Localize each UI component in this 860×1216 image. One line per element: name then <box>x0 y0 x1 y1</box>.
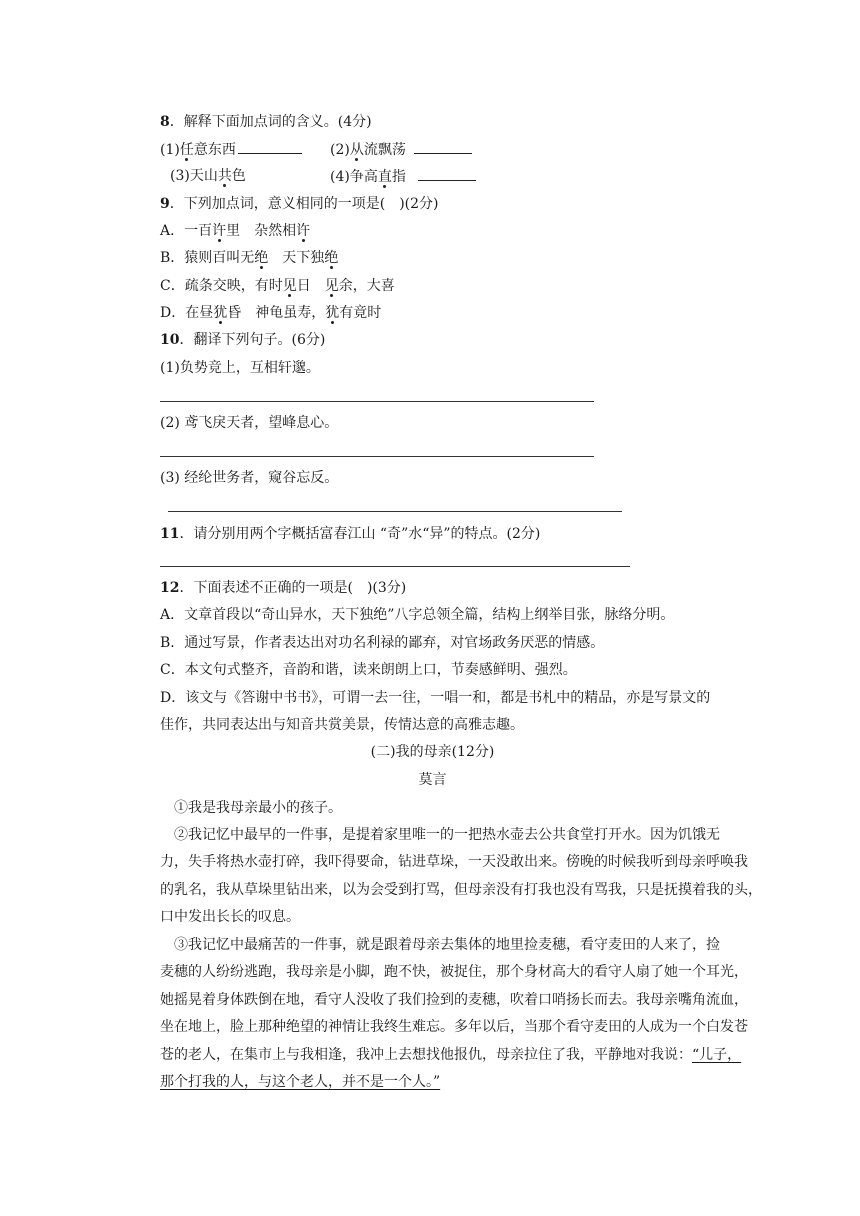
question-12-option-c: C．本文句式整齐，音韵和谐，读来朗朗上口，节奏感鲜明、强烈。 <box>160 662 577 678</box>
answer-line[interactable] <box>160 401 594 402</box>
question-8-item-2: (2)从流飘荡 <box>330 139 472 160</box>
question-9-option-c: C．疏条交映，有时见日 见余，大喜 <box>160 278 395 294</box>
answer-blank[interactable] <box>418 166 476 181</box>
question-9-option-a: A．一百许里 杂然相许 <box>160 223 311 239</box>
passage-para-1: ①我是我母亲最小的孩子。 <box>174 800 342 816</box>
passage-para-3-line-4: 坐在地上，脸上那种绝望的神情让我终生难忘。多年以后，当那个看守麦田的人成为一个白发苍 <box>160 1019 748 1035</box>
passage-para-3-line-3: 她摇晃着身体跌倒在地，看守人没收了我们捡到的麦穗，吹着口哨扬长而去。我母亲嘴角流血， <box>160 992 748 1008</box>
underlined-quote: “儿子， <box>692 1047 742 1063</box>
passage-para-3-line-5: 苍的老人，在集市上与我相逢，我冲上去想找他报仇，母亲拉住了我，平静地对我说：“儿子， <box>160 1047 742 1063</box>
answer-line[interactable] <box>160 456 594 457</box>
question-10-stem: 10．翻译下列句子。(6分) <box>160 332 326 348</box>
question-12-stem: 12．下面表述不正确的一项是( )(3分) <box>160 580 407 596</box>
question-9-option-b: B．猿则百叫无绝 天下独绝 <box>160 250 339 266</box>
question-12-option-a: A．文章首段以“奇山异水，天下独绝”八字总领全篇，结构上纲举目张，脉络分明。 <box>160 607 675 623</box>
passage-para-2-line-4: 口中发出长长的叹息。 <box>160 909 300 925</box>
passage-para-2-line-2: 力，失手将热水壶打碎，我吓得要命，钻进草垛，一天没敢出来。傍晚的时候我听到母亲呼唤我 <box>160 854 748 870</box>
question-9-stem: 9．下列加点词，意义相同的一项是( )(2分) <box>160 196 439 212</box>
question-10-sentence-3: (3) 经纶世务者，窥谷忘反。 <box>160 470 339 486</box>
question-9-option-d: D．在昼犹昏 神龟虽寿，犹有竟时 <box>160 305 382 321</box>
answer-blank[interactable] <box>238 139 302 154</box>
question-10-sentence-1: (1)负势竞上，互相轩邈。 <box>160 360 320 376</box>
question-10-sentence-2: (2) 鸢飞戾天者，望峰息心。 <box>160 415 339 431</box>
answer-line[interactable] <box>160 566 630 567</box>
question-8-item-3: (3)天山共色 <box>170 168 246 184</box>
question-8-item-1: (1)任意东西 <box>160 139 302 160</box>
question-12-option-d: D．该文与《答谢中书书》，可谓一去一往，一唱一和，都是书札中的精品，亦是写景文的 <box>160 690 711 706</box>
passage-para-2-line-1: ②我记忆中最早的一件事，是提着家里唯一的一把热水壶去公共食堂打开水。因为饥饿无 <box>174 827 720 843</box>
question-12-option-b: B．通过写景，作者表达出对功名利禄的鄙弃，对官场政务厌恶的情感。 <box>160 635 605 651</box>
question-8-item-4: (4)争高直指 <box>330 166 476 187</box>
passage-para-3-line-2: 麦穗的人纷纷逃跑，我母亲是小脚，跑不快，被捉住，那个身材高大的看守人扇了她一个耳光， <box>160 964 748 980</box>
question-8-stem: 8．解释下面加点词的含义。(4分) <box>160 114 372 130</box>
passage-para-3-line-1: ③我记忆中最痛苦的一件事，就是跟着母亲去集体的地里捡麦穗，看守麦田的人来了，捡 <box>174 937 720 953</box>
passage-author: 莫言 <box>418 772 447 788</box>
answer-line[interactable] <box>168 511 622 512</box>
underlined-quote-cont: 那个打我的人，与这个老人，并不是一个人。” <box>160 1074 441 1090</box>
passage-para-3-line-6 <box>160 1072 440 1092</box>
question-12-option-d-cont: 佳作，共同表达出与知音共赏美景，传情达意的高雅志趣。 <box>160 717 524 733</box>
passage-heading: (二)我的母亲(12分) <box>370 744 495 760</box>
passage-para-2-line-3: 的乳名，我从草垛里钻出来，以为会受到打骂，但母亲没有打我也没有骂我，只是抚摸着我的头， <box>160 882 762 898</box>
answer-blank[interactable] <box>414 139 472 154</box>
question-11-stem: 11．请分别用两个字概括富春江山 “奇”水“异”的特点。(2分) <box>160 526 541 542</box>
